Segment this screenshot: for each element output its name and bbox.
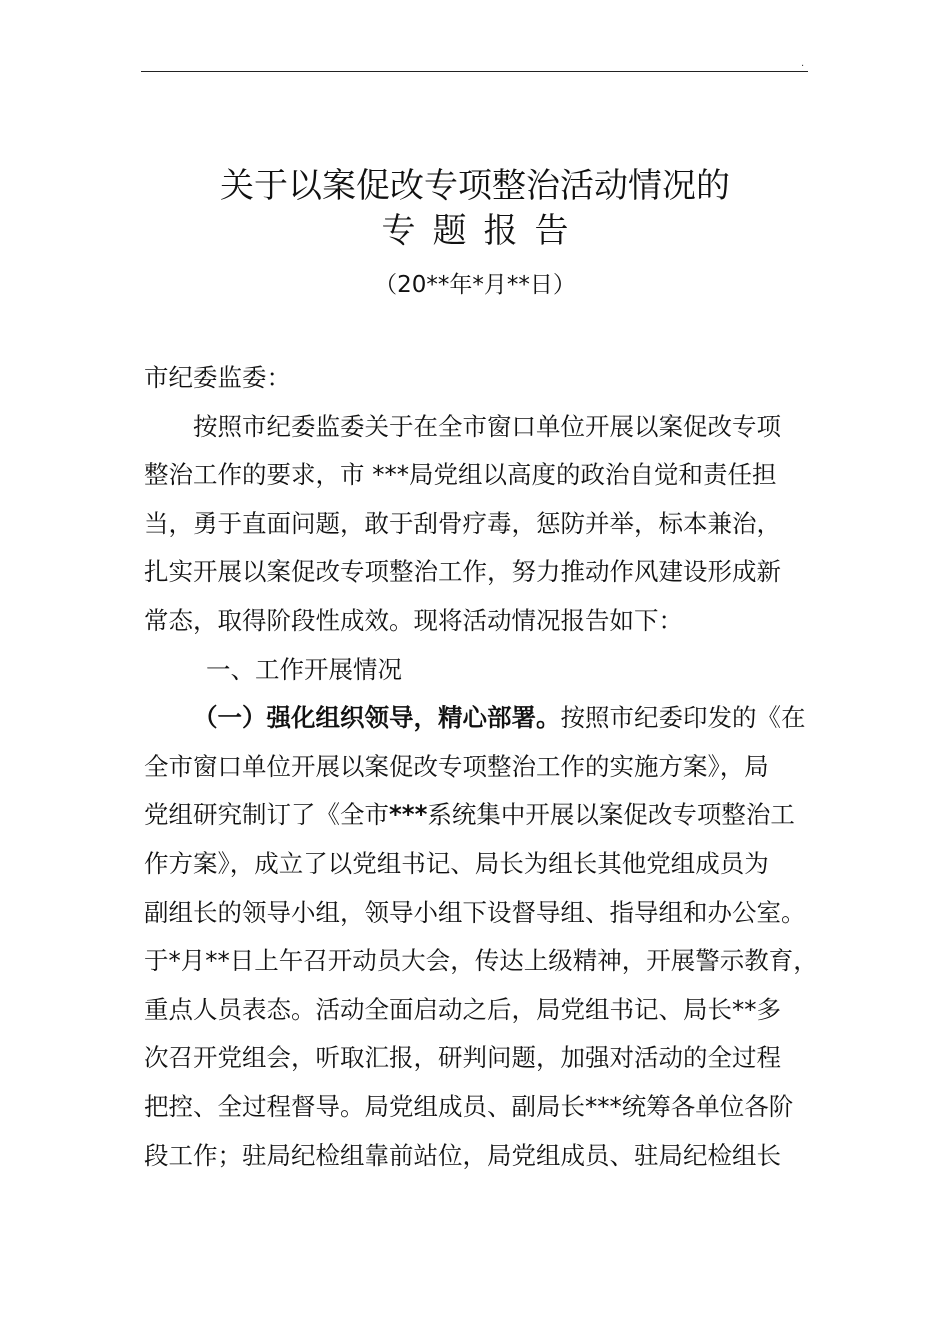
header-rule xyxy=(141,71,808,72)
paragraph-line: 全市窗口单位开展以案促改专项整治工作的实施方案》，局 xyxy=(144,751,769,781)
paragraph-line: 重点人员表态。活动全面启动之后，局党组书记、局长**多 xyxy=(144,994,781,1024)
paragraph-line: 当，勇于直面问题，敢于刮骨疗毒，惩防并举，标本兼治， xyxy=(144,508,781,538)
salutation: 市纪委监委： xyxy=(144,363,291,392)
paragraph-line: 段工作；驻局纪检组靠前站位，局党组成员、驻局纪检组长 xyxy=(144,1140,781,1170)
header-mark: . xyxy=(801,58,805,69)
section-heading: 一、工作开展情况 xyxy=(206,654,402,684)
subsection-first-line xyxy=(144,694,824,743)
paragraph-line: 把控、全过程督导。局党组成员、副局长***统筹各单位各阶 xyxy=(144,1091,794,1121)
paragraph-line: 作方案》，成立了以党组书记、局长为组长其他党组成员为 xyxy=(144,848,769,878)
paragraph-line: 按照市纪委监委关于在全市窗口单位开展以案促改专项 xyxy=(193,411,781,441)
document-title-line-2: 专题报告 xyxy=(381,211,586,251)
paragraph-line: 常态，取得阶段性成效。现将活动情况报告如下： xyxy=(144,605,683,635)
paragraph-line: 于*月**日上午召开动员大会，传达上级精神，开展警示教育， xyxy=(144,946,818,976)
paragraph-line: 副组长的领导小组，领导小组下设督导组、指导组和办公室。 xyxy=(144,897,806,927)
paragraph-bold-text: *** xyxy=(389,800,428,830)
paragraph-line: 次召开党组会，听取汇报，研判问题，加强对活动的全过程 xyxy=(144,1043,781,1073)
subsection-heading: （一）强化组织领导，精心部署。 xyxy=(193,703,561,733)
document-body xyxy=(144,354,824,1180)
paragraph-text: 系统集中开展以案促改专项整治工 xyxy=(427,800,795,830)
paragraph-text: 党组研究制订了《全市 xyxy=(144,800,389,830)
paragraph-line-mixed xyxy=(144,791,824,840)
subsection-text: 按照市纪委印发的《在 xyxy=(560,703,806,733)
report-date: （20**年*月**日） xyxy=(374,272,576,298)
paragraph-line: 整治工作的要求，市 ***局党组以高度的政治自觉和责任担 xyxy=(144,460,777,490)
paragraph-line: 扎实开展以案促改专项整治工作，努力推动作风建设形成新 xyxy=(144,557,781,587)
document-title-line-1: 关于以案促改专项整治活动情况的 xyxy=(220,166,730,206)
